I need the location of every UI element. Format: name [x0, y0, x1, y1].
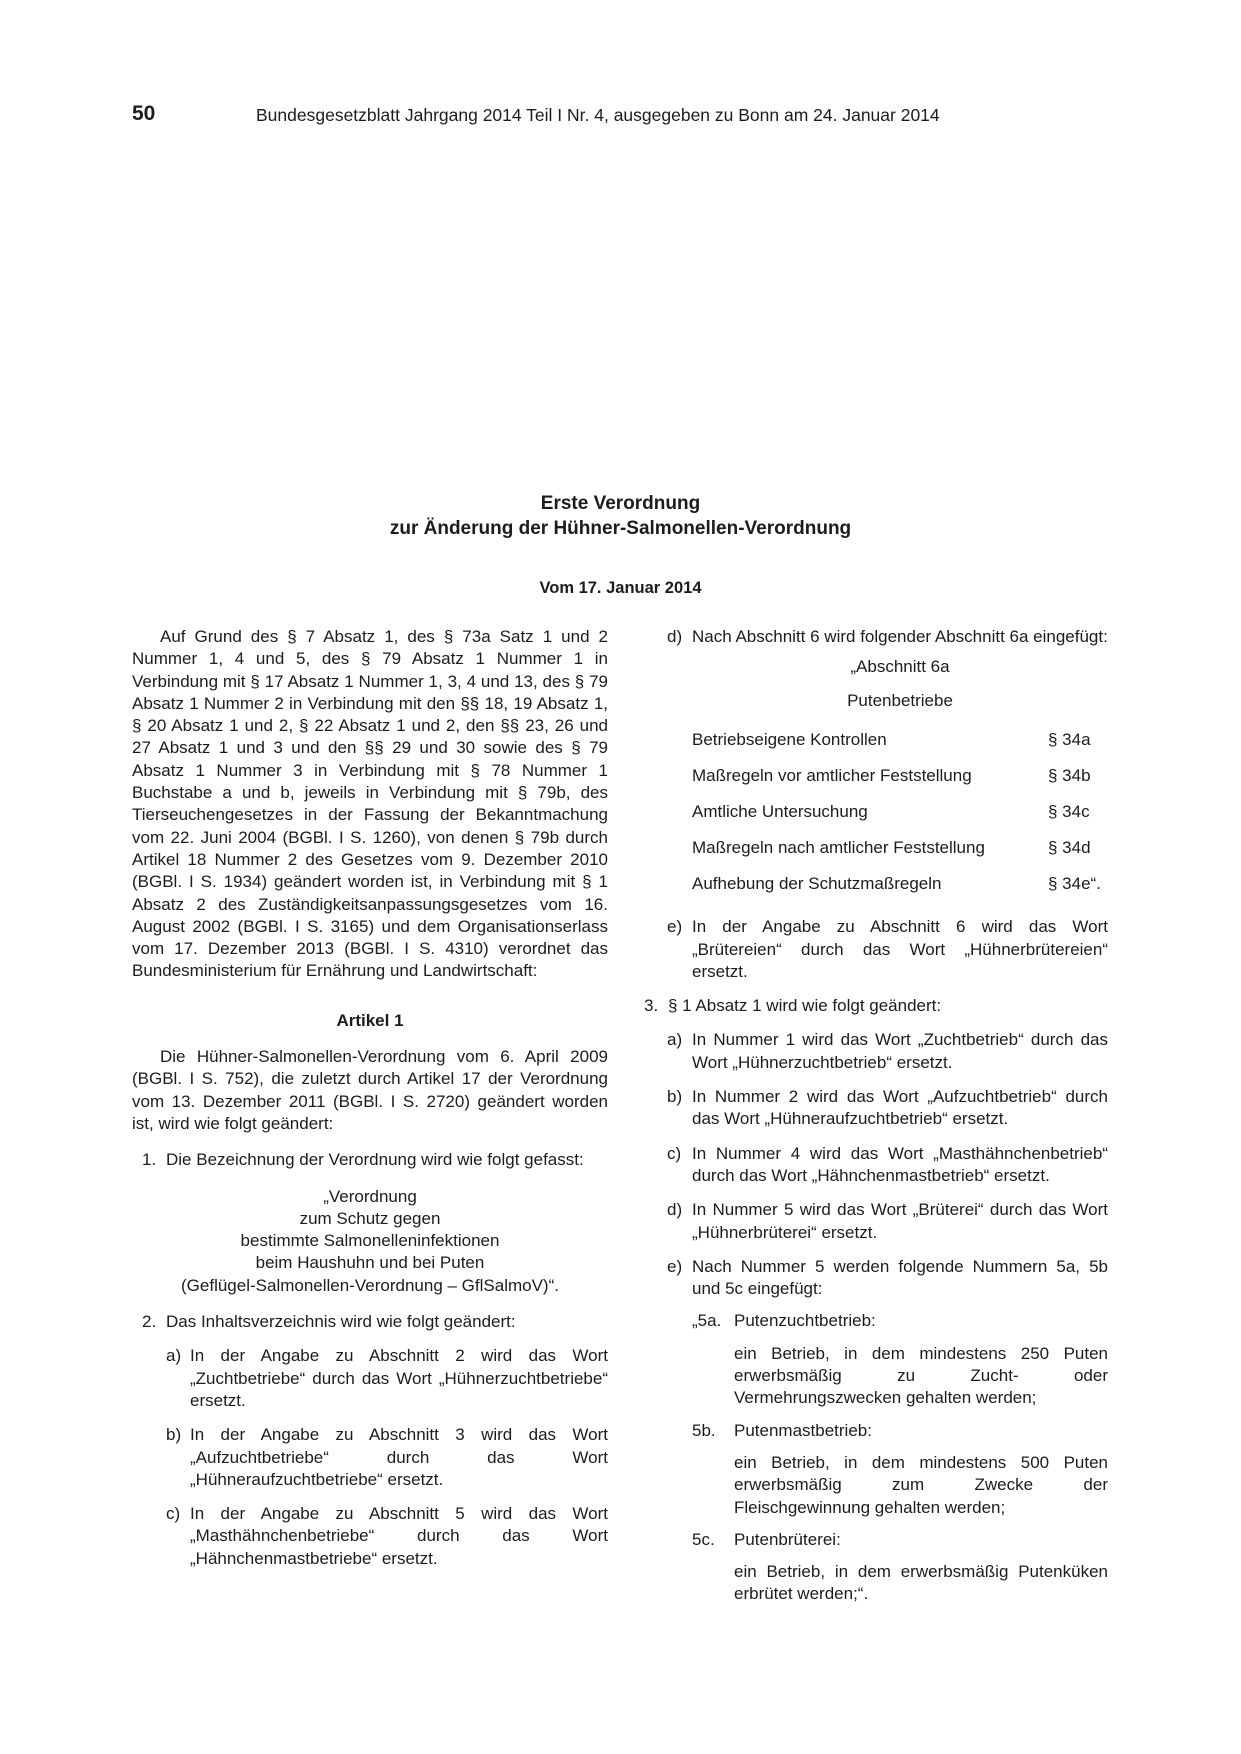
definition-term: Putenmastbetrieb: — [734, 1420, 872, 1440]
definition-term: Putenzuchtbetrieb: — [734, 1311, 876, 1331]
item-2a — [132, 1345, 608, 1412]
definition-number: „5a. — [692, 1311, 722, 1331]
item-letter: b) — [166, 1425, 182, 1445]
toc-row — [650, 722, 1108, 758]
toc-section: § 34b — [1048, 766, 1091, 786]
item-letter: e) — [667, 917, 683, 937]
item-3 — [644, 995, 1108, 1017]
definition-number: 5b. — [692, 1420, 716, 1440]
definition-number: 5c. — [692, 1529, 715, 1549]
item-2 — [132, 1311, 608, 1333]
item-number: 1. — [142, 1150, 157, 1170]
item-3e — [650, 1256, 1108, 1301]
item-text: In der Angabe zu Abschnitt 6 wird das Wort „Brütereien“ durch das Wort „Hühnerbrütereien“ ersetzt. — [692, 917, 1108, 981]
item-3c — [650, 1143, 1108, 1188]
toc-label: Maßregeln nach amtlicher Feststellung — [692, 838, 985, 858]
quote-line: „Verordnung — [323, 1186, 417, 1206]
item-letter: a) — [166, 1346, 182, 1366]
quote-line: zum Schutz gegen — [299, 1208, 441, 1228]
definition-head — [650, 1529, 1108, 1551]
quote-line: bestimmte Salmonelleninfektionen — [240, 1231, 500, 1251]
toc-row — [650, 830, 1108, 866]
item-text: In Nummer 5 wird das Wort „Brüterei“ durch das Wort „Hühnerbrüterei“ ersetzt. — [692, 1200, 1108, 1242]
definition-body: ein Betrieb, in dem mindestens 500 Puten erwerbsmäßig zum Zwecke der Fleischgewinnung gehalten werden; — [734, 1452, 1108, 1517]
toc-label: Aufhebung der Schutzmaßregeln — [692, 874, 942, 894]
toc-section: § 34e“. — [1048, 874, 1101, 894]
title-line-2: zur Änderung der Hühner-Salmonellen-Verordnung — [389, 518, 852, 539]
item-letter: d) — [667, 627, 683, 646]
toc-row — [650, 866, 1108, 902]
item-text: In Nummer 4 wird das Wort „Masthähnchenbetrieb“ durch das Wort „Hähnchenmastbetrieb“ ersetzt. — [692, 1143, 1108, 1185]
toc-row — [650, 758, 1108, 794]
artikel-intro: Die Hühner-Salmonellen-Verordnung vom 6. April 2009 (BGBl. I S. 752), die zuletzt durch Artikel 17 der Verordnung vom 13. Dezember 2011 (BGBl. I S. 2720) geändert worden ist, wird wie folgt geändert: — [132, 1047, 608, 1133]
item-letter: d) — [667, 1200, 683, 1220]
item-text: Das Inhaltsverzeichnis wird wie folgt geändert: — [166, 1312, 516, 1332]
item-3b — [650, 1086, 1108, 1131]
toc-section: § 34a — [1048, 730, 1091, 750]
title-line-1: Erste Verordnung — [540, 493, 701, 514]
item-text: § 1 Absatz 1 wird wie folgt geändert: — [668, 996, 942, 1016]
definition-body: ein Betrieb, in dem erwerbsmäßig Putenküken erbrütet werden;“. — [734, 1562, 1108, 1604]
item-number: 2. — [142, 1312, 157, 1332]
toc-section: § 34c — [1048, 802, 1090, 822]
item-2e — [650, 916, 1108, 983]
toc-section: § 34d — [1048, 838, 1091, 858]
toc-heading-2: Putenbetriebe — [847, 691, 953, 711]
item-text: In der Angabe zu Abschnitt 3 wird das Wort „Aufzuchtbetriebe“ durch das Wort „Hühneraufzuchtbetriebe“ ersetzt. — [190, 1425, 608, 1489]
item-letter: c) — [166, 1504, 181, 1524]
item-text: In der Angabe zu Abschnitt 5 wird das Wort „Masthähnchenbetriebe“ durch das Wort „Hähnchenmastbetriebe“ ersetzt. — [190, 1504, 608, 1568]
left-column — [132, 626, 608, 1570]
item-text: In Nummer 1 wird das Wort „Zuchtbetrieb“ durch das Wort „Hühnerzuchtbetrieb“ ersetzt. — [692, 1030, 1108, 1072]
item-letter: b) — [667, 1087, 683, 1107]
toc-label: Betriebseigene Kontrollen — [692, 730, 887, 750]
item-letter: a) — [667, 1030, 683, 1050]
item-letter: c) — [667, 1143, 682, 1163]
item-number: 3. — [644, 996, 659, 1016]
running-header: Bundesgesetzblatt Jahrgang 2014 Teil I Nr. 4, ausgegeben zu Bonn am 24. Januar 2014 — [256, 105, 940, 125]
quote-block — [132, 1186, 608, 1297]
toc-row — [650, 794, 1108, 830]
definition-5c — [650, 1529, 1108, 1606]
item-3d — [650, 1199, 1108, 1244]
definition-term: Putenbrüterei: — [734, 1529, 841, 1549]
item-letter: e) — [667, 1256, 683, 1276]
page-number: 50 — [132, 102, 156, 125]
item-text: Nach Abschnitt 6 wird folgender Abschnitt 6a eingefügt: — [692, 627, 1108, 646]
quote-line: beim Haushuhn und bei Puten — [255, 1253, 485, 1273]
toc-label: Amtliche Untersuchung — [692, 802, 868, 822]
issue-date: Vom 17. Januar 2014 — [539, 579, 702, 597]
toc-heading-1: „Abschnitt 6a — [850, 657, 950, 677]
item-3a — [650, 1029, 1108, 1074]
title-block — [0, 491, 1241, 599]
definition-body: ein Betrieb, in dem mindestens 250 Puten erwerbsmäßig zu Zucht- oder Vermehrungszwecken gehalten werden; — [734, 1343, 1108, 1408]
item-text: In Nummer 2 wird das Wort „Aufzuchtbetrieb“ durch das Wort „Hühneraufzuchtbetrieb“ ersetzt. — [692, 1087, 1108, 1129]
item-2d — [650, 626, 1108, 648]
artikel-heading: Artikel 1 — [336, 1010, 404, 1030]
item-2b — [132, 1424, 608, 1491]
quote-line: (Geflügel-Salmonellen-Verordnung – GflSalmoV)“. — [181, 1275, 559, 1295]
definition-5a — [650, 1310, 1108, 1409]
right-column — [644, 626, 1108, 1606]
item-text: Nach Nummer 5 werden folgende Nummern 5a, 5b und 5c eingefügt: — [692, 1256, 1108, 1299]
item-2c — [132, 1503, 608, 1570]
item-text: Die Bezeichnung der Verordnung wird wie folgt gefasst: — [166, 1150, 584, 1170]
item-1 — [132, 1149, 608, 1171]
definition-head — [650, 1310, 1108, 1332]
toc-label: Maßregeln vor amtlicher Feststellung — [692, 766, 972, 786]
definition-5b — [650, 1420, 1108, 1519]
item-text: In der Angabe zu Abschnitt 2 wird das Wort „Zuchtbetriebe“ durch das Wort „Hühnerzuchtbetriebe“ ersetzt. — [190, 1346, 608, 1410]
preamble: Auf Grund des § 7 Absatz 1, des § 73a Satz 1 und 2 Nummer 1, 4 und 5, des § 79 Absatz 1 Nummer 1 in Verbindung mit § 17 Absatz 1 Nummer 1, 3, 4 und 13, des § 79 Absatz 1 Nummer 2 in Verbindung mit den §§ 18, 19 Absatz 1, § 20 Absatz 1 und 2, § 22 Absatz 1 und 2, den §§ 23, 26 und 27 Absatz 1 und 3 und den §§ 29 und 30 sowie des § 79 Absatz 1 Nummer 3 in Verbindung mit § 78 Nummer 1 Buchstabe a und b, jeweils in Verbindung mit § 79b, des Tierseuchengesetzes in der Fassung der Bekanntmachung vom 22. Juni 2004 (BGBl. I S. 1260), von denen § 79b durch Artikel 18 Nummer 2 des Gesetzes vom 9. Dezember 2010 (BGBl. I S. 1934) geändert worden ist, in Verbindung mit § 1 Absatz 2 des Zuständigkeitsanpassungsgesetzes vom 16. August 2002 (BGBl. I S. 3165) und dem Organisationserlass vom 17. Dezember 2013 (BGBl. I S. 4310) verordnet das Bundesministerium für Ernährung und Landwirtschaft: — [132, 627, 608, 981]
definition-head — [650, 1420, 1108, 1442]
